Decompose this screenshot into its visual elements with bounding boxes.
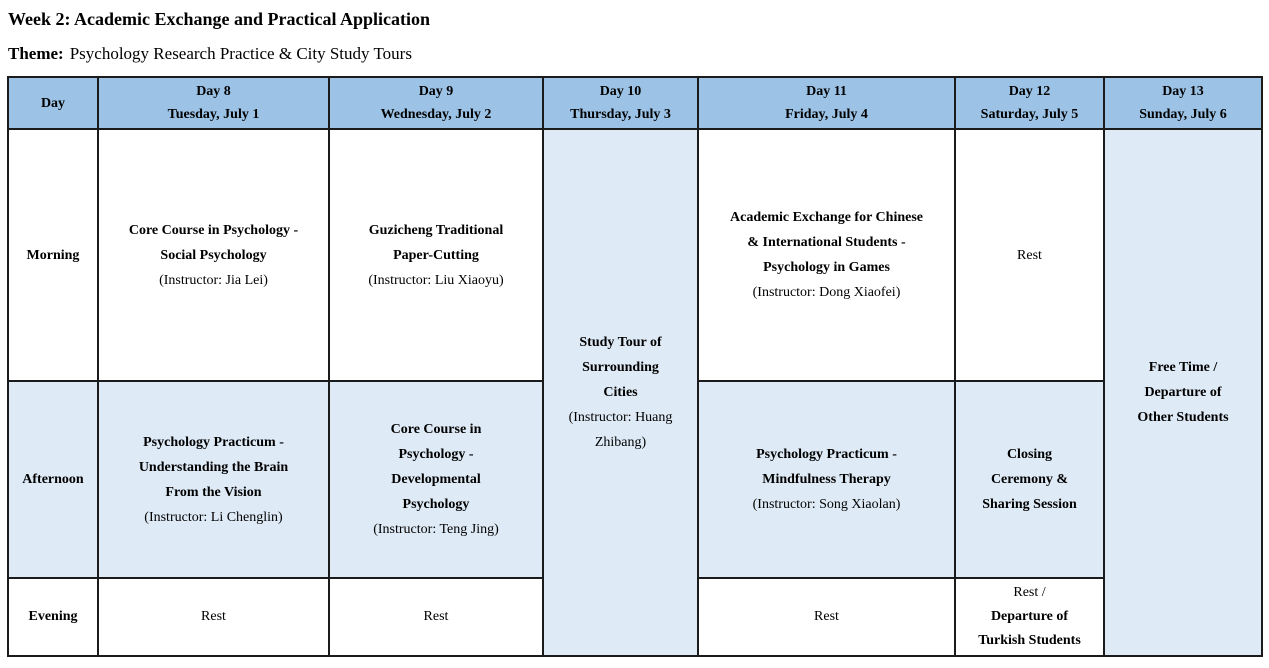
cell-day9-afternoon bbox=[329, 381, 543, 578]
row-label-afternoon: Afternoon bbox=[8, 381, 98, 578]
header-cell-day9 bbox=[329, 77, 543, 129]
cell-day12-evening bbox=[955, 578, 1104, 656]
course-title-line: Free Time / bbox=[1148, 360, 1218, 375]
row-label-evening: Evening bbox=[8, 578, 98, 656]
course-title-line: Understanding the Brain bbox=[138, 459, 289, 475]
header-day-date: Tuesday, July 1 bbox=[167, 107, 260, 122]
header-day-number: Day 9 bbox=[418, 84, 454, 99]
departure-line: Turkish Students bbox=[978, 633, 1081, 648]
header-day-number: Day 13 bbox=[1162, 84, 1204, 99]
course-title-line: Study Tour of bbox=[579, 335, 662, 350]
week-title: Week 2: Academic Exchange and Practical Application bbox=[8, 9, 430, 29]
header-day-number: Day 11 bbox=[806, 84, 847, 99]
course-title-line: Cities bbox=[603, 385, 638, 400]
header-row bbox=[8, 77, 1262, 129]
cell-day8-afternoon bbox=[98, 381, 329, 578]
header-cell-day: Day bbox=[8, 77, 98, 129]
rest-text: Rest / bbox=[1013, 585, 1046, 600]
cell-day10-full-day bbox=[543, 129, 698, 656]
course-title-line: Core Course in bbox=[390, 422, 482, 437]
header-day-number: Day 10 bbox=[599, 84, 642, 99]
course-title-line: Guzicheng Traditional bbox=[368, 222, 504, 238]
instructor-line: (Instructor: Liu Xiaoyu) bbox=[368, 272, 504, 288]
course-title-line: Academic Exchange for Chinese bbox=[730, 210, 923, 225]
course-title-line: Sharing Session bbox=[982, 497, 1077, 512]
header-day-date: Saturday, July 5 bbox=[980, 107, 1079, 122]
instructor-line: (Instructor: Dong Xiaofei) bbox=[752, 285, 901, 300]
header-day-date: Thursday, July 3 bbox=[570, 107, 671, 122]
course-title-line: Psychology in Games bbox=[763, 260, 890, 275]
cell-day9-evening bbox=[329, 578, 543, 656]
rest-text: Rest bbox=[423, 609, 449, 624]
course-title-line: Developmental bbox=[391, 472, 481, 487]
cell-day9-morning bbox=[329, 129, 543, 381]
header-day-date: Sunday, July 6 bbox=[1139, 107, 1227, 122]
course-title-line: & International Students - bbox=[747, 235, 906, 250]
morning-row bbox=[8, 129, 1262, 381]
row-label-morning: Morning bbox=[8, 129, 98, 381]
course-title-line: Paper-Cutting bbox=[393, 247, 479, 263]
course-title-line: Psychology - bbox=[398, 447, 474, 462]
instructor-line: (Instructor: Jia Lei) bbox=[159, 272, 268, 288]
cell-day11-evening bbox=[698, 578, 955, 656]
header-day-date: Friday, July 4 bbox=[785, 107, 868, 122]
header-cell-day8 bbox=[98, 77, 329, 129]
cell-day8-evening bbox=[98, 578, 329, 656]
course-title-line: Psychology bbox=[402, 497, 470, 512]
instructor-line: (Instructor: Li Chenglin) bbox=[144, 509, 283, 525]
rest-text: Rest bbox=[201, 609, 226, 624]
schedule-table bbox=[7, 76, 1263, 657]
instructor-line: Zhibang) bbox=[594, 435, 647, 450]
course-title-line: From the Vision bbox=[165, 484, 262, 500]
rest-text: Rest bbox=[1017, 247, 1042, 263]
cell-day13-full-day bbox=[1104, 129, 1262, 656]
cell-day8-morning bbox=[98, 129, 329, 381]
instructor-line: (Instructor: Huang bbox=[568, 410, 673, 425]
course-title-line: Closing bbox=[1006, 447, 1053, 462]
course-title-line: Other Students bbox=[1137, 410, 1229, 425]
course-title-line: Core Course in Psychology - bbox=[128, 222, 299, 238]
course-title-line: Surrounding bbox=[582, 360, 659, 375]
course-title-line: Departure of bbox=[1144, 385, 1222, 400]
header-day-date: Wednesday, July 2 bbox=[380, 107, 492, 122]
header-day-number: Day 8 bbox=[196, 84, 231, 99]
header-cell-day12 bbox=[955, 77, 1104, 129]
departure-line: Departure of bbox=[990, 609, 1069, 624]
course-title-line: Social Psychology bbox=[160, 247, 267, 263]
course-title-line: Psychology Practicum - bbox=[756, 447, 897, 462]
header-cell-day13 bbox=[1104, 77, 1262, 129]
cell-day11-morning bbox=[698, 129, 955, 381]
course-title-line: Psychology Practicum - bbox=[143, 434, 284, 450]
course-title-line: Mindfulness Therapy bbox=[762, 472, 891, 487]
theme-label: Theme: bbox=[8, 44, 64, 63]
course-title-line: Ceremony & bbox=[990, 472, 1069, 487]
theme-line bbox=[8, 44, 1269, 64]
theme-text: Psychology Research Practice & City Study Tours bbox=[69, 44, 412, 63]
header-day-number: Day 12 bbox=[1008, 84, 1051, 99]
rest-text: Rest bbox=[814, 609, 839, 624]
header-cell-day10 bbox=[543, 77, 698, 129]
instructor-line: (Instructor: Teng Jing) bbox=[373, 522, 499, 537]
instructor-line: (Instructor: Song Xiaolan) bbox=[752, 497, 901, 512]
header-cell-day11 bbox=[698, 77, 955, 129]
cell-day11-afternoon bbox=[698, 381, 955, 578]
cell-day12-afternoon bbox=[955, 381, 1104, 578]
cell-day12-morning bbox=[955, 129, 1104, 381]
